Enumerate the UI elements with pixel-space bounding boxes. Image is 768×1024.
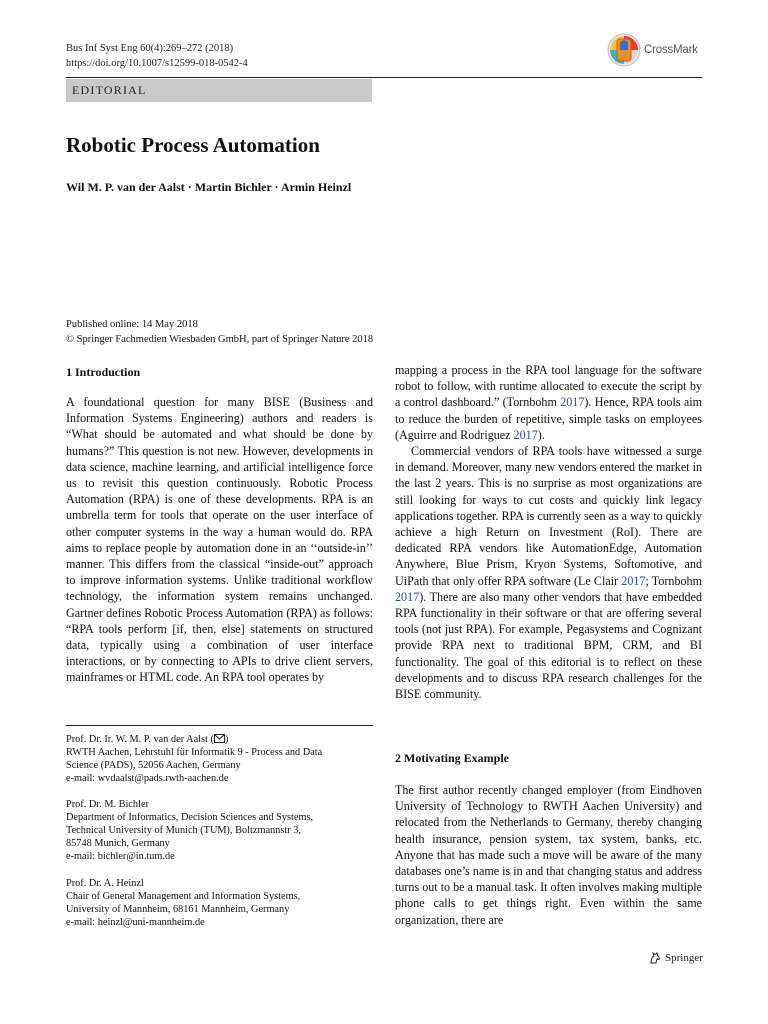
affiliation-line: RWTH Aachen, Lehrstuhl für Informatik 9 - Process and Data bbox=[66, 747, 323, 758]
citation-link[interactable]: 2017 bbox=[513, 427, 538, 442]
paragraph: The first author recently changed employer (from Eindhoven University of Technology to RWTH Aachen University) and relocated from the Netherlands to Germany, thereby changing health insurance, pension system, tax system, banks, etc. Anyone that has made such a move will be aware of the many databases one’s name is in and that changing status and address turns out to be a manual task. It often involves making multiple phone calls to get things right. Even within the same organization, there are bbox=[395, 783, 702, 927]
envelope-icon[interactable] bbox=[214, 734, 225, 743]
left-column bbox=[66, 394, 373, 686]
author-affiliation-heinzl bbox=[66, 877, 300, 929]
crossmark-label: CrossMark bbox=[644, 44, 698, 56]
publication-info bbox=[66, 317, 373, 347]
affiliation-line: 85748 Munich, Germany bbox=[66, 838, 170, 849]
author-name: Prof. Dr. M. Bichler bbox=[66, 799, 149, 810]
author-email[interactable]: e-mail: bichler@in.tum.de bbox=[66, 851, 175, 862]
author-name-line bbox=[66, 733, 322, 746]
affiliation-line: Technical University of Munich (TUM), Boltzmannstr 3, bbox=[66, 825, 301, 836]
footnote-rule bbox=[66, 725, 373, 726]
author-affiliation-aalst bbox=[66, 733, 322, 785]
author-name: Prof. Dr. Ir. W. M. P. van der Aalst ( bbox=[66, 734, 214, 745]
author-email[interactable]: e-mail: wvdaalst@pads.rwth-aachen.de bbox=[66, 773, 229, 784]
citation-link[interactable]: 2017 bbox=[395, 589, 420, 604]
author-affiliation-bichler bbox=[66, 798, 313, 863]
author-email[interactable]: e-mail: heinzl@uni-mannheim.de bbox=[66, 917, 205, 928]
citation-link[interactable]: 2017 bbox=[621, 573, 646, 588]
header-rule bbox=[66, 77, 702, 78]
crossmark-badge[interactable] bbox=[607, 31, 707, 69]
section-label-bar bbox=[66, 79, 372, 102]
author-name-end: ) bbox=[224, 734, 229, 745]
right-column bbox=[395, 362, 702, 702]
springer-horse-icon bbox=[648, 951, 662, 965]
author-name: Prof. Dr. A. Heinzl bbox=[66, 878, 144, 889]
affiliation-line: Science (PADS), 52056 Aachen, Germany bbox=[66, 760, 241, 771]
paragraph: Commercial vendors of RPA tools have witnessed a surge in demand. Moreover, many new vendors entered the market in the last 2 years. This is no surprise as most organizations are still looking for ways to cut costs and quickly link legacy applications together. RPA is currently seen as a way to quickly achieve a high Return on Investment (RoI). There are dedicated RPA vendors like AutomationEdge, Automation Anywhere, Blue Prism, Kryon Systems, Softomotive, and UiPath that only offer RPA software (Le Clair 2017; Tornbohm 2017). There are also many other vendors that have embedded RPA functionality in their software or that are offering several tools (not just RPA). For example, Pegasystems and Cognizant provide RPA next to traditional BPM, CRM, and BI functionality. The goal of this editorial is to reflect on these developments and to discuss RPA research challenges for the BISE community. bbox=[395, 444, 702, 702]
crossmark-icon bbox=[607, 33, 641, 67]
section-label: EDITORIAL bbox=[72, 83, 147, 97]
copyright-line: © Springer Fachmedien Wiesbaden GmbH, part of Springer Nature 2018 bbox=[66, 334, 374, 345]
published-online: Published online: 14 May 2018 bbox=[66, 319, 198, 330]
journal-citation: Bus Inf Syst Eng 60(4):269–272 (2018) bbox=[66, 43, 234, 54]
affiliation-line: Department of Informatics, Decision Sciences and Systems, bbox=[66, 812, 314, 823]
affiliation-line: Chair of General Management and Information Systems, bbox=[66, 891, 301, 902]
publisher-name: Springer bbox=[665, 952, 703, 964]
section-heading-motivating-example: 2 Motivating Example bbox=[395, 751, 509, 765]
journal-header bbox=[66, 41, 248, 71]
citation-link[interactable]: 2017 bbox=[560, 395, 585, 410]
author-list: Wil M. P. van der Aalst · Martin Bichler · Armin Heinzl bbox=[66, 180, 352, 194]
doi-link[interactable]: https://doi.org/10.1007/s12599-018-0542-4 bbox=[66, 58, 248, 69]
right-column-lower bbox=[395, 782, 702, 928]
section-heading-introduction: 1 Introduction bbox=[66, 365, 141, 379]
intro-paragraph: A foundational question for many BISE (Business and Information Systems Engineering) authors and readers is “What should be automated and what should be done by humans?” This question is not new. However, developments in data science, machine learning, and artificial intelligence force us to revisit this question continuously. Robotic Process Automation (RPA) is one of these developments. RPA is an umbrella term for tools that operate on the user interface of other computer systems in the way a human would do. RPA aims to replace people by automation done in an ‘‘outside-in’’ manner. This differs from the classical “inside-out” approach to improve information systems. Unlike traditional workflow technology, the information system remains unchanged. Gartner defines Robotic Process Automation (RPA) as follows: “RPA tools perform [if, then, else] statements on structured data, typically using a combination of user interface interactions, or by connecting to APIs to drive client servers, mainframes or HTML code. An RPA tool operates by bbox=[66, 395, 373, 685]
publisher-footer bbox=[648, 951, 703, 965]
paragraph: mapping a process in the RPA tool language for the software robot to follow, with runtime allocated to execute the script by a control dashboard.” (Tornbohm 2017). Hence, RPA tools aim to reduce the burden of repetitive, simple tasks on employees (Aguirre and Rodriguez 2017). bbox=[395, 363, 702, 442]
affiliation-line: University of Mannheim, 68161 Mannheim, Germany bbox=[66, 904, 290, 915]
article-title: Robotic Process Automation bbox=[66, 133, 320, 157]
